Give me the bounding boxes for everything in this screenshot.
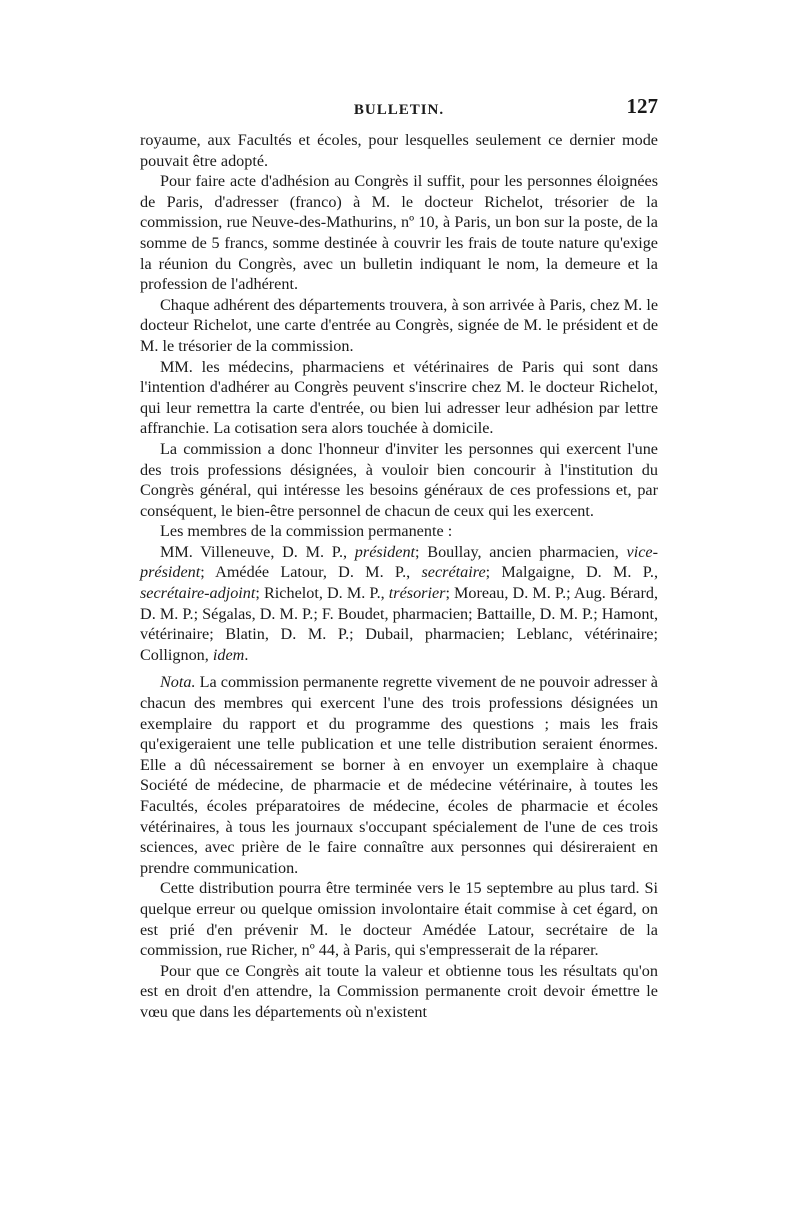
member-role: secrétaire-adjoint (140, 584, 256, 603)
paragraph-invitation: La commission a donc l'honneur d'inviter les personnes qui exercent l'une des trois professions désignées, à vouloir bien concourir à l'institution du Congrès général, qui intéresse les besoins généraux de ces professions et, par conséquent, le bien-être personnel de chacun de ceux qui les exercent. (140, 439, 658, 520)
member-role: trésorier (388, 584, 446, 603)
page-number: 127 (626, 94, 658, 118)
running-title: BULLETIN. (353, 102, 445, 118)
paragraph-paris-members: MM. les médecins, pharmaciens et vétérinaires de Paris qui sont dans l'intention d'adhérer au Congrès peuvent s'inscrire chez M. le docteur Richelot, qui leur remettra la carte d'entrée, ou bien lui adresser leur adhésion par lettre affranchie. La cotisation sera alors touchée à domicile. (140, 357, 658, 438)
page-header (140, 96, 658, 130)
book-page (140, 96, 658, 1023)
members-text: MM. Villeneuve, D. M. P., (160, 542, 355, 561)
member-role: président (354, 542, 416, 561)
nota-label: Nota. (160, 673, 196, 692)
paragraph-adhesion: Pour faire acte d'adhésion au Congrès il suffit, pour les personnes éloignées de Paris, d'adresser (franco) à M. le docteur Richelot, trésorier de la commission, rue Neuve-des-Mathurins, nº 10, à Paris, un bon sur la poste, de la somme de 5 francs, somme destinée à couvrir les frais de toute nature qu'exige la réunion du Congrès, avec un bulletin indiquant le nom, la demeure et la profession de l'adhérent. (140, 172, 658, 294)
members-text: ; Moreau, D. M. P.; Aug. Bérard, D. M. P.; Ségalas, D. M. P.; F. Boudet, pharmacien; Battaille, D. M. P.; Hamont, vétérinaire; Blatin, D. M. P.; Dubail, pharmacien; Leblanc, vétérinaire; Collignon, (140, 584, 658, 664)
members-list (140, 542, 658, 666)
paragraph-entry-card: Chaque adhérent des départements trouvera, à son arrivée à Paris, chez M. le docteur Richelot, une carte d'entrée au Congrès, signée de M. le président et de M. le trésorier de la commission. (140, 295, 658, 355)
member-role: secrétaire (421, 563, 486, 582)
member-role: idem (212, 645, 245, 664)
nota-paragraph (140, 672, 658, 878)
members-text: ; Richelot, D. M. P., (255, 584, 389, 603)
member-role: vice-président (140, 542, 658, 582)
members-heading: Les membres de la commission permanente : (160, 522, 453, 541)
paragraph-distribution: Cette distribution pourra être terminée vers le 15 septembre au plus tard. Si quelque erreur ou quelque omission involontaire était commise à cet égard, on est prié d'en prévenir M. le docteur Amédée Latour, secrétaire de la commission, rue Richer, nº 44, à Paris, qui s'empresserait de la réparer. (140, 879, 658, 960)
nota-text: La commission permanente regrette vivement de ne pouvoir adresser à chacun des membres qui exercent l'une des trois professions désignées un exemplaire du rapport et du programme des questions ; mais les frais qu'exigeraient une telle publication et une telle distribution seraient énormes. Elle a dû nécessairement se borner à en envoyer un exemplaire à chaque Société de médecine, de pharmacie et de médecine vétérinaire, à toutes les Facultés, écoles préparatoires de médecine, écoles de pharmacie et écoles vétérinaires, à tous les journaux s'occupant spécialement de l'une de ces trois sciences, avec prière de le faire connaître aux personnes qui désireraient en prendre communication. (140, 673, 658, 877)
members-text: ; Malgaigne, D. M. P., (485, 563, 659, 582)
members-text: ; Boullay, ancien pharmacien, (415, 542, 627, 561)
paragraph-congress-wish: Pour que ce Congrès ait toute la valeur et obtienne tous les résultats qu'on est en droit d'en attendre, la Commission permanente croit devoir émettre le vœu que dans les départements où n'existent (140, 961, 658, 1021)
members-text: . (244, 645, 249, 664)
paragraph-continuation: royaume, aux Facultés et écoles, pour lesquelles seulement ce dernier mode pouvait être adopté. (140, 131, 658, 170)
members-text: ; Amédée Latour, D. M. P., (200, 563, 422, 582)
